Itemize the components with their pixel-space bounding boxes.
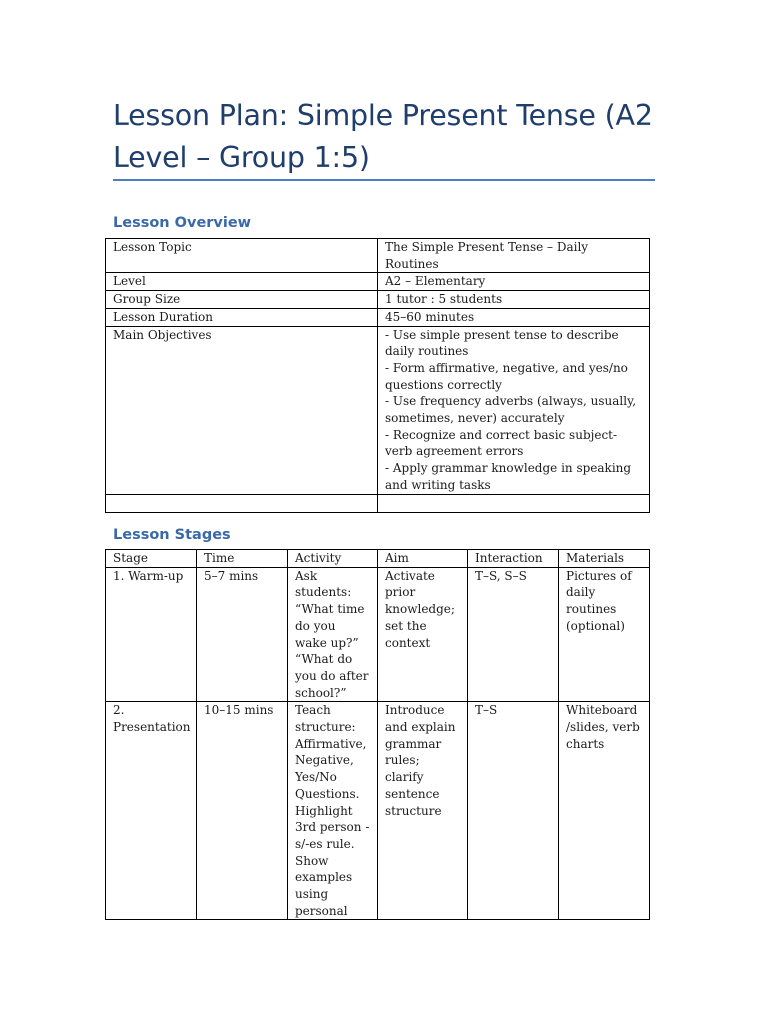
time-cell: 10–15 mins [197,702,288,920]
overview-row-group-size [106,291,650,309]
lesson-overview-heading: Lesson Overview [113,215,252,231]
objective-item: - Use frequency adverbs (always, usually, sometimes, never) accurately [385,394,637,426]
column-header-materials: Materials [559,550,650,568]
interaction-cell: T–S, S–S [468,567,559,702]
activity-cell: Ask students: “What time do you wake up?” “What do you do after school?” [288,567,378,702]
aim-cell: Activate prior knowledge; set the context [378,567,468,702]
objective-item: - Form affirmative, negative, and yes/no questions correctly [385,360,628,392]
overview-row-duration [106,308,650,326]
overview-value-cell: 1 tutor : 5 students [378,291,650,309]
objective-item: - Recognize and correct basic subject-verb agreement errors [385,427,618,459]
overview-row-level [106,273,650,291]
overview-row-topic [106,239,650,273]
column-header-activity: Activity [288,550,378,568]
overview-label-cell: Main Objectives [106,326,378,494]
stage-row-warm-up [106,567,650,702]
activity-cell: Teach structure: Affirmative, Negative, Yes/No Questions. Highlight 3rd person -s/-es rule. Show examples using personal [288,702,378,920]
interaction-cell: T–S [468,702,559,920]
objectives-cell [378,326,650,494]
overview-row-empty [106,494,650,512]
stage-row-presentation [106,702,650,920]
lesson-stages-heading: Lesson Stages [113,527,231,543]
column-header-interaction: Interaction [468,550,559,568]
stage-cell: 2. Presentation [106,702,197,920]
time-cell: 5–7 mins [197,567,288,702]
overview-label-cell: Group Size [106,291,378,309]
materials-cell: Pictures of daily routines (optional) [559,567,650,702]
column-header-time: Time [197,550,288,568]
overview-label-cell: Lesson Duration [106,308,378,326]
lesson-overview-table [105,238,650,513]
overview-row-objectives [106,326,650,494]
objective-item: - Apply grammar knowledge in speaking and writing tasks [385,461,632,492]
overview-label-cell: Level [106,273,378,291]
overview-value-cell: 45–60 minutes [378,308,650,326]
title-underline [113,179,655,181]
column-header-aim: Aim [378,550,468,568]
aim-cell: Introduce and explain grammar rules; clarify sentence structure [378,702,468,920]
column-header-stage: Stage [106,550,197,568]
empty-cell [378,494,650,512]
overview-value-cell: The Simple Present Tense – Daily Routines [378,239,650,273]
materials-cell: Whiteboard /slides, verb charts [559,702,650,920]
stage-cell: 1. Warm-up [106,567,197,702]
lesson-stages-table [105,549,650,920]
stages-header-row [106,550,650,568]
overview-label-cell: Lesson Topic [106,239,378,273]
document-title: Lesson Plan: Simple Present Tense (A2 Level – Group 1:5) [113,99,653,174]
empty-cell [106,494,378,512]
objective-item: - Use simple present tense to describe daily routines [385,327,619,359]
overview-value-cell: A2 – Elementary [378,273,650,291]
